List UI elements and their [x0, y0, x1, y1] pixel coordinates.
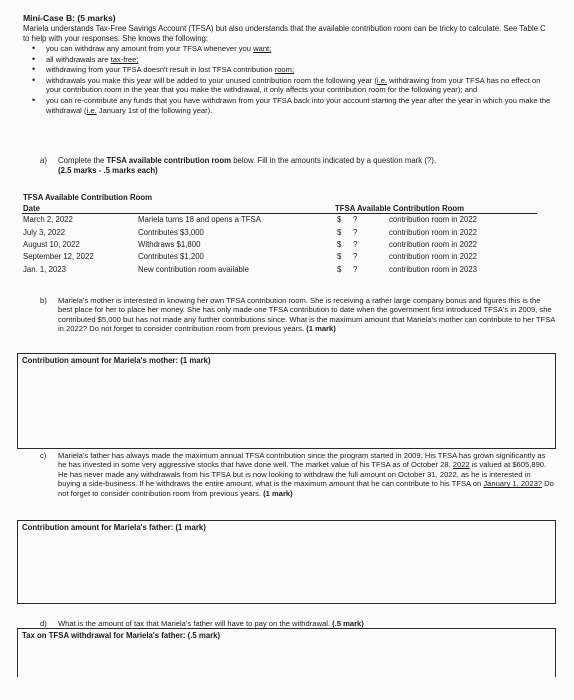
bullet-item: • you can re-contribute any funds that you have withdrawn from your TFSA back into your account starting the year after the year in which you make the withdrawal (i.e. January 1st of the following year).: [23, 96, 551, 115]
mother-answer-box[interactable]: [17, 353, 556, 449]
question-a-text: Complete the TFSA available contribution room below. Fill in the amounts indicated by a question mark (?). (2.5 marks - .5 marks each): [58, 156, 437, 175]
tax-answer-box[interactable]: [17, 628, 556, 677]
table-title: TFSA Available Contribution Room: [23, 193, 153, 202]
table-row: September 12, 2022 Contributes $1,200 $ ? contribution room in 2022: [23, 252, 477, 261]
answer-blank[interactable]: ?: [353, 215, 358, 224]
table-header-date: Date: [23, 204, 40, 213]
table-header-room: TFSA Available Contribution Room: [335, 204, 465, 213]
question-b-label: b): [40, 296, 47, 305]
answer-blank[interactable]: ?: [353, 240, 358, 249]
father-answer-box[interactable]: [17, 520, 556, 604]
question-d-text: What is the amount of tax that Mariela's father will have to pay on the withdrawal. (.5 mark): [58, 619, 364, 628]
table-row: August 10, 2022 Withdraws $1,800 $ ? contribution room in 2022: [23, 240, 477, 249]
intro-paragraph: Mariela understands Tax-Free Savings Account (TFSA) but also understands that the available contribution room can be tricky to calculate. See Table C to help with your responses. She knows the following:: [23, 24, 546, 43]
bullet-item: • withdrawing from your TFSA doesn't result in lost TFSA contribution room;: [23, 65, 551, 75]
table-row: Jan. 1, 2023 New contribution room available $ ? contribution room in 2023: [23, 265, 477, 274]
question-c-label: c): [40, 451, 47, 460]
question-a-label: a): [40, 156, 47, 165]
table-row: March 2, 2022 Mariela turns 18 and opens a TFSA $ ? contribution room in 2022: [23, 215, 477, 224]
bullet-item: • withdrawals you make this year will be added to your unused contribution room the following year (i.e. withdrawing from your TFSA has no effect on your contribution room in the year that you make the withdrawal, it only affects your contribution room for the following year); and: [23, 76, 551, 95]
question-d-label: d): [40, 619, 47, 628]
question-c-text: Mariela's father has always made the maximum annual TFSA contribution since the program started in 2009. His TFSA has grown significantly as he has invested in some very aggressive stocks that have done well. The market value of his TFSA as of October 28, 2022 is valued at $605,890. He has never made any withdrawals from his TFSA but is now looking to withdraw the full amount on October 31, 2022, as he is interested in buying a side-business. If he withdraws the entire amount, what is the maximum amount that he can contribute to his TFSA on January 1, 2023? Do not forget to consider contribution room from previous years. (1 mark): [58, 451, 554, 498]
tax-answer-heading: Tax on TFSA withdrawal for Mariela's father: (.5 mark): [22, 631, 221, 640]
answer-blank[interactable]: ?: [353, 228, 358, 237]
mother-answer-heading: Contribution amount for Mariela's mother: (1 mark): [22, 356, 211, 365]
table-row: July 3, 2022 Contributes $3,000 $ ? contribution room in 2022: [23, 228, 477, 237]
bullet-item: • you can withdraw any amount from your TFSA whenever you want;: [23, 44, 551, 54]
table-header-rule: [22, 213, 537, 214]
question-b-text: Mariela's mother is interested in knowing her own TFSA contribution room. She is receiving a rather large company bonus and figures this is the best place for her to place her money. She has only made one TFSA contribution to date when the government first introduced TFSA's in 2009, she contributed $5,000 but has not made any further contributions since. What is the maximum amount that Mariela's mother can contribute to her TFSA in 2022? Do not forget to consider contribution room from previous years. (1 mark): [58, 296, 555, 334]
bullet-item: • all withdrawals are tax-free;: [23, 55, 551, 65]
answer-blank[interactable]: ?: [353, 252, 358, 261]
rules-list: [23, 44, 551, 116]
father-answer-heading: Contribution amount for Mariela's father: (1 mark): [22, 523, 206, 532]
answer-blank[interactable]: ?: [353, 265, 358, 274]
case-title: Mini-Case B: (5 marks): [23, 13, 116, 23]
